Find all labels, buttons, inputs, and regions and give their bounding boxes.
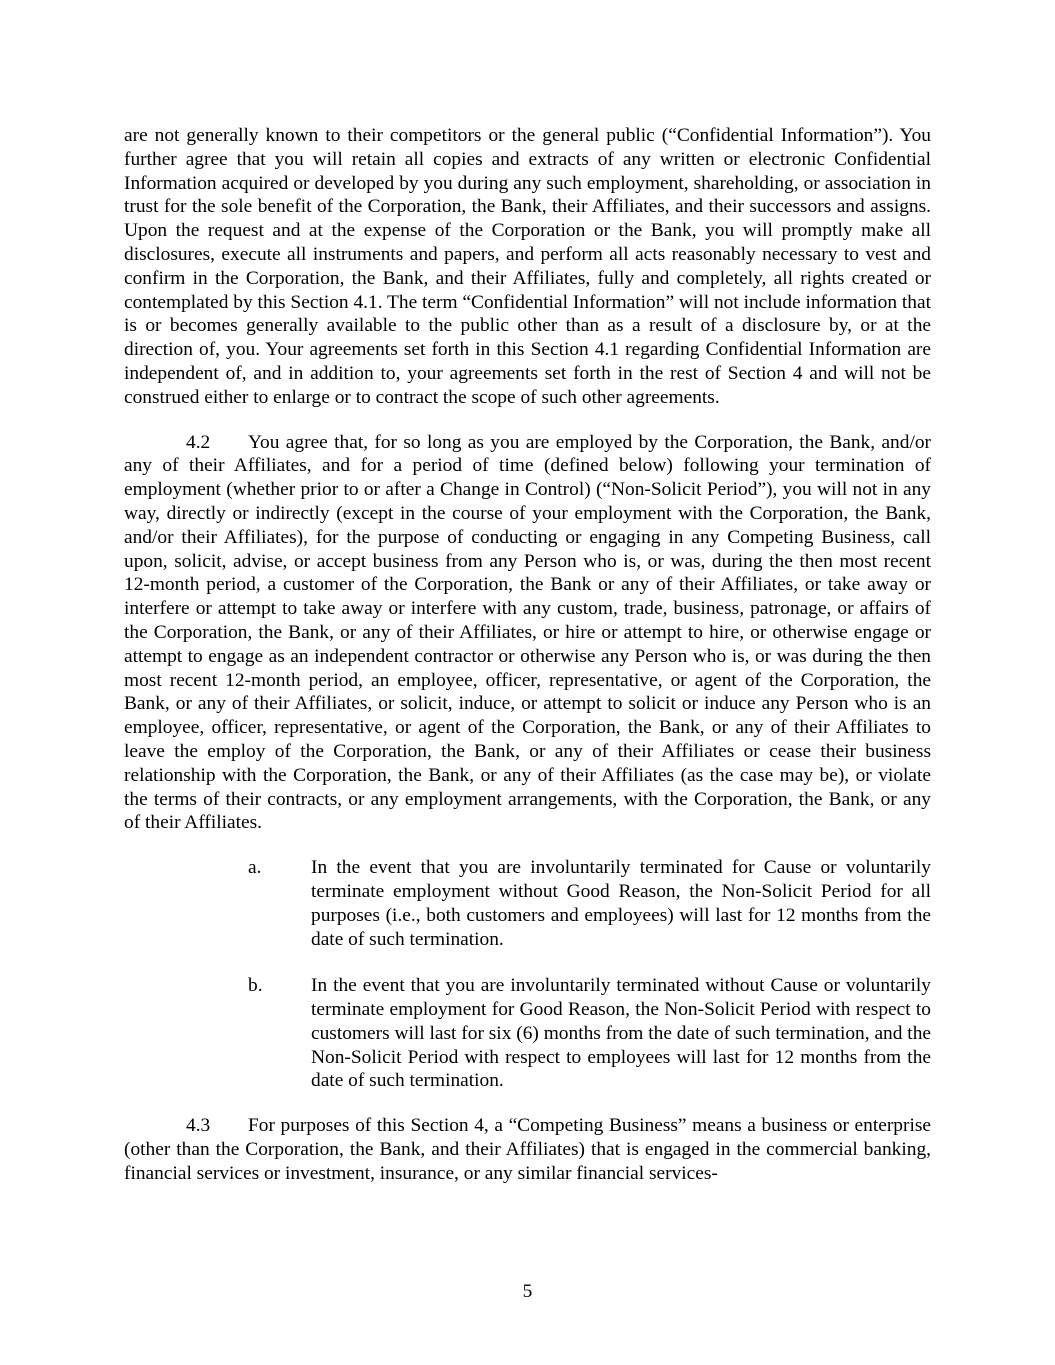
- document-page: [124, 124, 931, 1186]
- list-item-a: [124, 856, 931, 951]
- page-number: 5: [522, 1281, 533, 1302]
- non-solicit-period-list: [124, 856, 931, 1093]
- list-item-label: b.: [248, 975, 263, 997]
- section-4-2-number: 4.2: [186, 431, 211, 453]
- section-4-3-paragraph: [124, 1114, 931, 1185]
- list-item-label: a.: [248, 857, 262, 879]
- section-4-2-paragraph: [124, 431, 931, 836]
- list-item-b: [124, 974, 931, 1093]
- section-4-2-text: You agree that, for so long as you are employed by the Corporation, the Bank, and/or any of their Affiliates, and for a period of time (defined below) following your termination of employment (whether prior to or after a Change in Control) (“Non-Solicit Period”), you will not in any way, directly or indirectly (except in the course of your employment with the Corporation, the Bank, and/or their Affiliates), for the purpose of conducting or engaging in any Competing Business, call upon, solicit, advise, or accept business from any Person who is, or was, during the then most recent 12-month period, a customer of the Corporation, the Bank or any of their Affiliates, or take away or interfere or attempt to take away or interfere with any custom, trade, business, patronage, or affairs of the Corporation, the Bank, or any of their Affiliates, or hire or attempt to hire, or otherwise engage or attempt to engage as an independent contractor or otherwise any Person who is, or was during the then most recent 12-month period, an employee, officer, representative, or agent of the Corporation, the Bank, or any of their Affiliates, or solicit, induce, or attempt to solicit or induce any Person who is an employee, officer, representative, or agent of the Corporation, the Bank, or any of their Affiliates to leave the employ of the Corporation, the Bank, or any of their Affiliates or cease their business relationship with the Corporation, the Bank, or any of their Affiliates (as the case may be), or violate the terms of their contracts, or any employment arrangements, with the Corporation, the Bank, or any of their Affiliates.: [124, 431, 931, 834]
- list-item-text: In the event that you are involuntarily terminated without Cause or voluntarily terminate employment for Good Reason, the Non-Solicit Period with respect to customers will last for six (6) months from the date of such termination, and the Non-Solicit Period with respect to employees will last for 12 months from the date of such termination.: [311, 975, 931, 1092]
- confidential-information-paragraph: are not generally known to their competitors or the general public (“Confidential Information”). You further agree that you will retain all copies and extracts of any written or electronic Confidential Information acquired or developed by you during any such employment, shareholding, or association in trust for the sole benefit of the Corporation, the Bank, their Affiliates, and their successors and assigns. Upon the request and at the expense of the Corporation or the Bank, you will promptly make all disclosures, execute all instruments and papers, and perform all acts reasonably necessary to vest and confirm in the Corporation, the Bank, and their Affiliates, fully and completely, all rights created or contemplated by this Section 4.1. The term “Confidential Information” will not include information that is or becomes generally available to the public other than as a result of a disclosure by, or at the direction of, you. Your agreements set forth in this Section 4.1 regarding Confidential Information are independent of, and in addition to, your agreements set forth in the rest of Section 4 and will not be construed either to enlarge or to contract the scope of such other agreements.: [124, 125, 931, 408]
- list-item-text: In the event that you are involuntarily terminated for Cause or voluntarily terminate employment without Good Reason, the Non-Solicit Period for all purposes (i.e., both customers and employees) will last for 12 months from the date of such termination.: [311, 857, 931, 950]
- section-4-3-text: For purposes of this Section 4, a “Competing Business” means a business or enterprise (other than the Corporation, the Bank, and their Affiliates) that is engaged in the commercial banking, financial services or investment, insurance, or any similar financial services-: [124, 1115, 931, 1184]
- section-4-3-number: 4.3: [186, 1115, 211, 1137]
